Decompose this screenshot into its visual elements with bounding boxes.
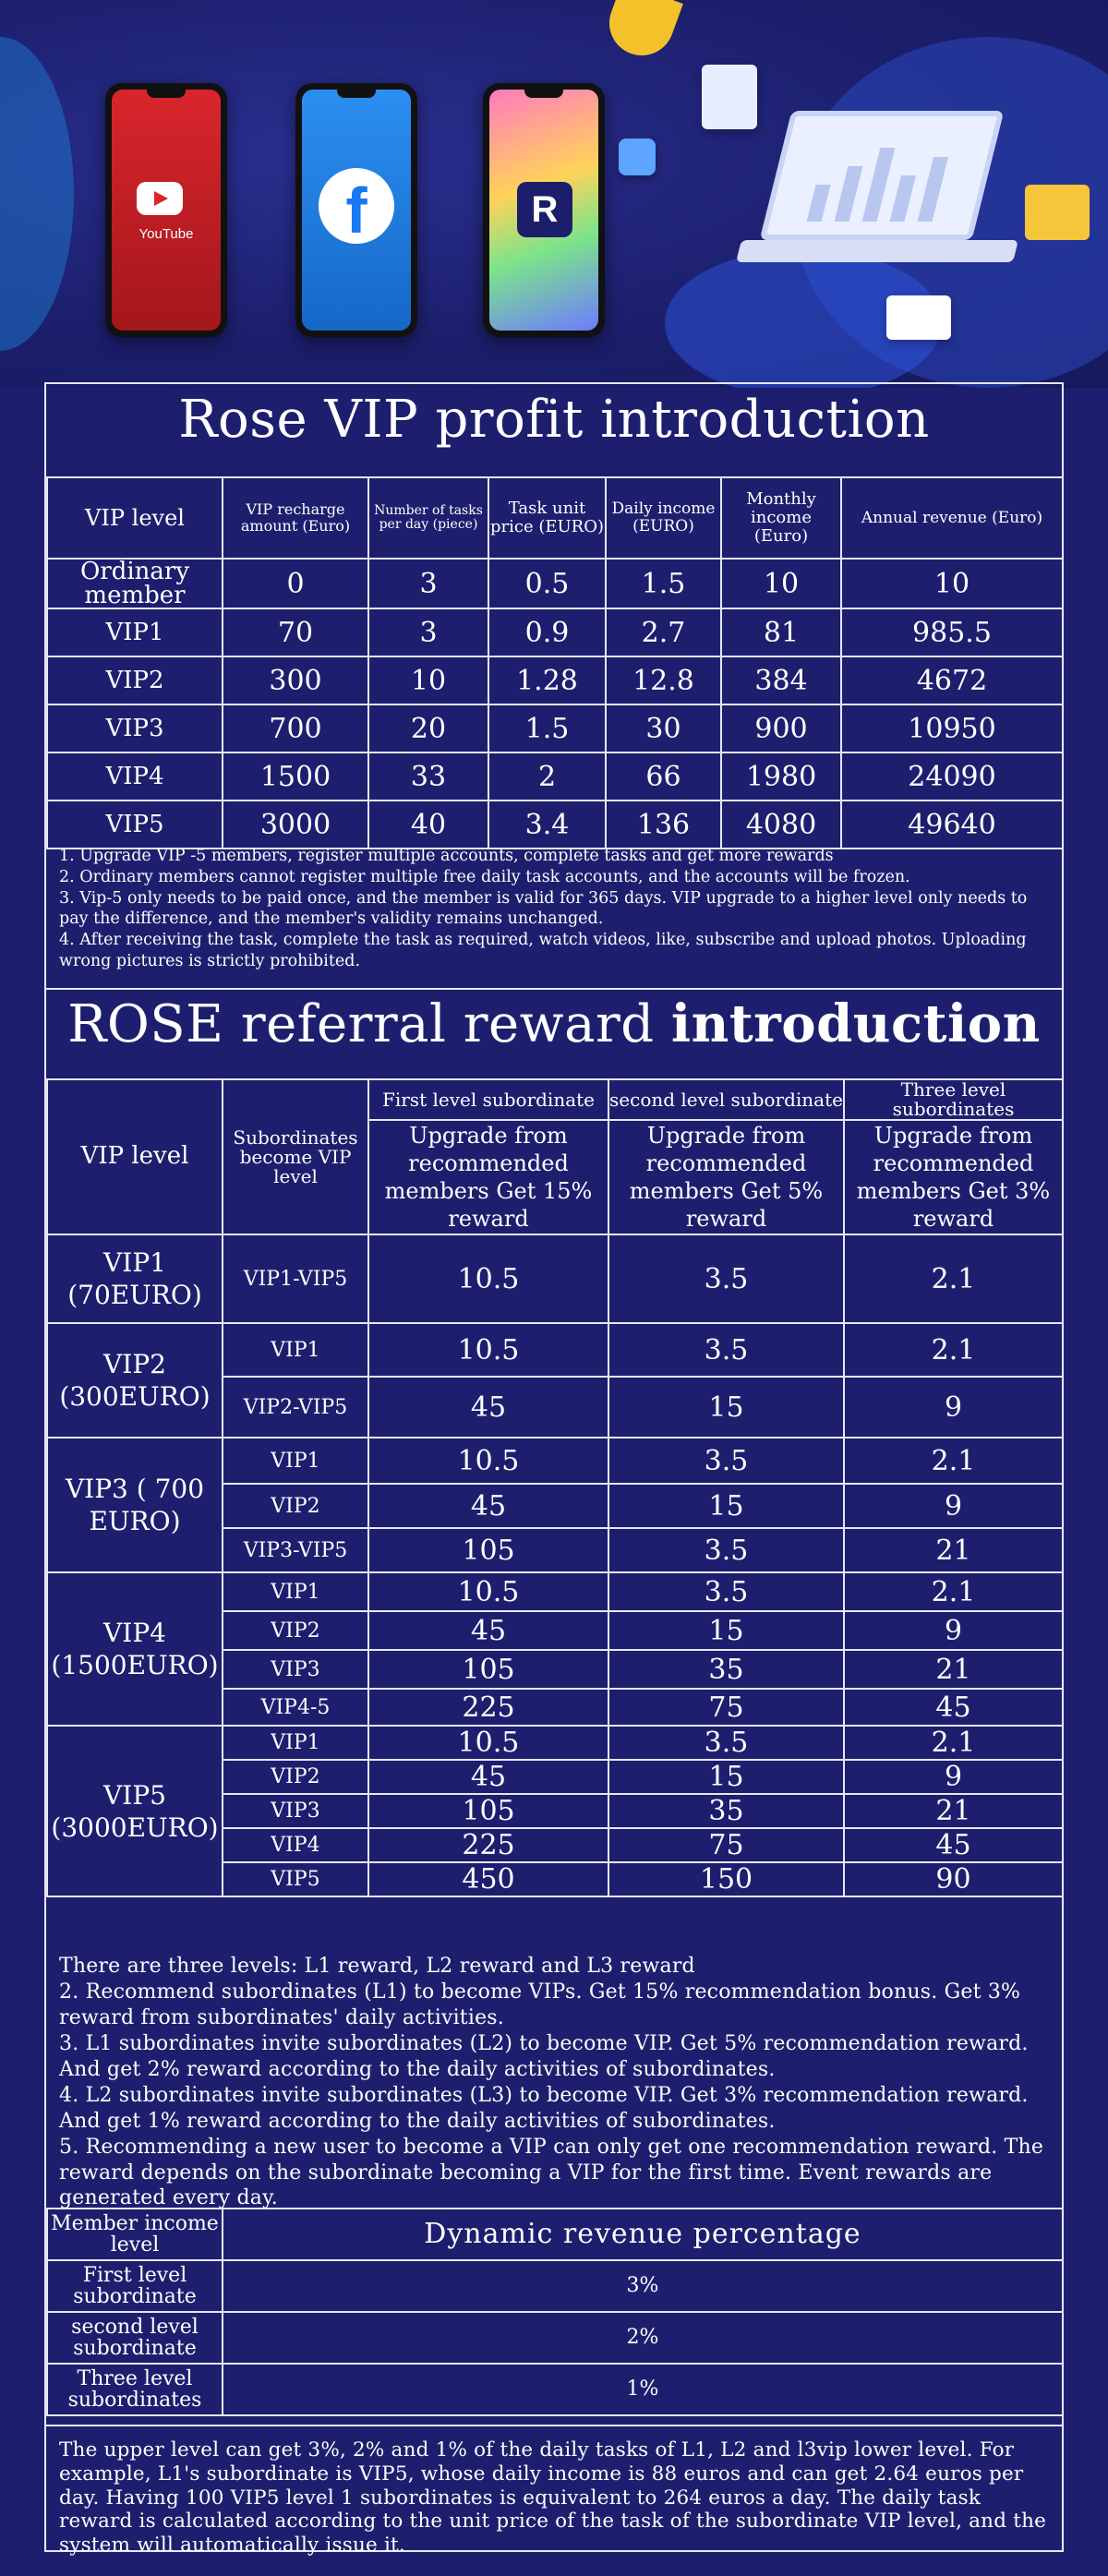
referral-row [47,1323,1063,1377]
referral-l2-reward: 35 [608,1650,844,1689]
referral-subordinate-level: VIP4 [223,1828,368,1862]
referral-subordinate-level: VIP2 [223,1611,368,1650]
col-third-level: Three level subordinates [844,1079,1063,1120]
referral-row [47,1234,1063,1323]
youtube-logo-icon [137,182,183,215]
phone-facebook [295,83,417,337]
profit-cell: 66 [606,752,721,800]
profit-cell: 81 [721,608,841,656]
referral-note: There are three levels: L1 reward, L2 reward and L3 reward [59,1955,695,1978]
profit-cell: 1.28 [488,656,606,704]
profit-row [47,800,1063,849]
referral-subordinate-level: VIP2-VIP5 [223,1377,368,1438]
referral-l2-reward: 15 [608,1377,844,1438]
truck-illustration [1025,185,1090,240]
profit-cell: 3000 [223,800,368,849]
referral-l3-reward: 9 [844,1377,1063,1438]
referral-l2-reward: 150 [608,1862,844,1896]
section-divider [46,988,1062,990]
dynamic-note: The upper level can get 3%, 2% and 1% of the daily tasks of L1, L2 and l3vip lower level. For example, L1's subordinate is VIP5, whose daily income is 88 euros and can get 2.64 euros per day. Having 100 VIP5 level 1 subordinates is equivalent to 264 euros a day. The daily task reward is calculated according to the unit price of the task of the subordinate VIP level, and the system will automatically issue it. [59,2438,1047,2558]
referral-l3-reward: 2.1 [844,1438,1063,1484]
dynamic-percent: 3% [223,2260,1063,2312]
dynamic-level: second level subordinate [47,2312,223,2364]
profit-cell: 2.7 [606,608,721,656]
col-annual: Annual revenue (Euro) [841,477,1063,559]
referral-header-row [47,1079,1063,1120]
camera-icon [619,138,656,175]
col-daily: Daily income (EURO) [606,477,721,559]
profit-title: Rose VIP profit introduction [178,390,930,450]
dynamic-row [47,2260,1063,2312]
referral-subordinate-level: VIP3 [223,1650,368,1689]
referral-l3-reward: 2.1 [844,1726,1063,1760]
dynamic-percent: 2% [223,2312,1063,2364]
profit-row [47,704,1063,752]
referral-l1-reward: 105 [368,1650,608,1689]
referral-l2-reward: 3.5 [608,1726,844,1760]
hero-banner [0,0,1108,388]
youtube-label: YouTube [138,226,194,242]
referral-title-plain: ROSE referral reward [67,994,671,1054]
profit-cell: 4672 [841,656,1063,704]
dynamic-row [47,2312,1063,2364]
referral-l3-reward: 21 [844,1650,1063,1689]
profit-cell: 300 [223,656,368,704]
dynamic-revenue-table [46,2208,1064,2416]
col-vip-level: VIP level [47,477,223,559]
referral-l1-reward: 10.5 [368,1323,608,1377]
referral-l1-reward: 10.5 [368,1234,608,1323]
referral-note: 5. Recommending a new user to become a VIP can only get one recommendation reward. The reward depends on the subordinate becoming a VIP for the first time. Event rewards are generated every day. [59,2135,1044,2210]
referral-l3-reward: 45 [844,1689,1063,1726]
referral-l2-reward: 3.5 [608,1572,844,1611]
referral-vip-level: VIP2 (300EURO) [47,1323,223,1438]
referral-title-bold: introduction [670,993,1041,1054]
referral-l2-reward: 3.5 [608,1528,844,1572]
profit-cell: 1.5 [606,559,721,608]
profit-cell: 0.5 [488,559,606,608]
profit-cell: 985.5 [841,608,1063,656]
decor-blob [0,37,74,351]
referral-l1-reward: 45 [368,1484,608,1528]
laptop-illustration [720,111,1025,286]
profit-cell: 1980 [721,752,841,800]
third-level-desc: Upgrade from recommended members Get 3% reward [844,1120,1063,1234]
referral-note: 4. L2 subordinates invite subordinates (L3) to become VIP. Get 3% recommendation reward. And get 1% reward according to the daily activities of subordinates. [59,2083,1029,2133]
profit-cell: 3 [368,559,488,608]
col-tasks: Number of tasks per day (piece) [368,477,488,559]
col-monthly: Monthly income (Euro) [721,477,841,559]
referral-subordinate-level: VIP2 [223,1760,368,1794]
referral-l3-reward: 9 [844,1611,1063,1650]
referral-vip-level: VIP4 (1500EURO) [47,1572,223,1726]
profit-cell: 20 [368,704,488,752]
referral-l3-reward: 2.1 [844,1572,1063,1611]
profit-row [47,608,1063,656]
referral-l1-reward: 225 [368,1828,608,1862]
profit-note: 4. After receiving the task, complete the task as required, watch videos, like, subscribe and upload photos. Uploading wrong pictures is strictly prohibited. [59,931,1027,970]
referral-l1-reward: 10.5 [368,1438,608,1484]
phone-youtube [105,83,227,337]
referral-l2-reward: 3.5 [608,1234,844,1323]
referral-notes [59,1954,1052,2211]
profit-cell: 49640 [841,800,1063,849]
profit-row [47,559,1063,608]
referral-l2-reward: 75 [608,1828,844,1862]
col-unit-price: Task unit price (EURO) [488,477,606,559]
profit-table [46,476,1064,849]
profit-cell: 1.5 [488,704,606,752]
profit-cell: 2 [488,752,606,800]
profit-cell: 4080 [721,800,841,849]
second-level-desc: Upgrade from recommended members Get 5% reward [608,1120,844,1234]
profit-cell: 0 [223,559,368,608]
referral-l2-reward: 3.5 [608,1323,844,1377]
referral-l3-reward: 9 [844,1484,1063,1528]
referral-l1-reward: 10.5 [368,1572,608,1611]
facebook-logo-icon: f [319,168,394,244]
referral-l3-reward: 90 [844,1862,1063,1896]
decor-shape [600,0,683,65]
referral-subordinate-level: VIP2 [223,1484,368,1528]
referral-l2-reward: 15 [608,1611,844,1650]
referral-l1-reward: 225 [368,1689,608,1726]
referral-subordinate-level: VIP3 [223,1794,368,1828]
referral-l3-reward: 45 [844,1828,1063,1862]
referral-l1-reward: 105 [368,1528,608,1572]
profit-cell: 70 [223,608,368,656]
referral-subordinate-level: VIP3-VIP5 [223,1528,368,1572]
referral-l2-reward: 15 [608,1760,844,1794]
referral-vip-level: VIP5 (3000EURO) [47,1726,223,1896]
content-frame [44,382,1064,2558]
profit-vip-level: VIP4 [47,752,223,800]
profit-cell: 384 [721,656,841,704]
referral-l1-reward: 105 [368,1794,608,1828]
profit-cell: 700 [223,704,368,752]
referral-note: 2. Recommend subordinates (L1) to become VIPs. Get 15% recommendation bonus. Get 3% reward from subordinates' daily activities. [59,1980,1021,2029]
dynamic-level: First level subordinate [47,2260,223,2312]
profit-vip-level: Ordinary member [47,559,223,608]
referral-subordinate-level: VIP5 [223,1862,368,1896]
referral-l1-reward: 45 [368,1611,608,1650]
profit-cell: 10 [841,559,1063,608]
profit-cell: 40 [368,800,488,849]
referral-l2-reward: 15 [608,1484,844,1528]
referral-l2-reward: 35 [608,1794,844,1828]
profit-cell: 1500 [223,752,368,800]
profit-cell: 136 [606,800,721,849]
profit-note: 2. Ordinary members cannot register multiple free daily task accounts, and the accounts will be frozen. [59,867,910,886]
referral-subordinate-level: VIP4-5 [223,1689,368,1726]
profit-row [47,752,1063,800]
referral-l3-reward: 9 [844,1760,1063,1794]
member-income-level-header: Member income level [47,2209,223,2260]
profit-cell: 24090 [841,752,1063,800]
referral-l3-reward: 2.1 [844,1323,1063,1377]
referral-subordinate-level: VIP1 [223,1438,368,1484]
first-level-desc: Upgrade from recommended members Get 15% reward [368,1120,608,1234]
referral-row [47,1438,1063,1484]
referral-title [46,993,1062,1054]
referral-subordinate-level: VIP1 [223,1572,368,1611]
profit-vip-level: VIP3 [47,704,223,752]
profit-cell: 0.9 [488,608,606,656]
referral-l2-reward: 75 [608,1689,844,1726]
col-recharge: VIP recharge amount (Euro) [223,477,368,559]
dynamic-header-row [47,2209,1063,2260]
referral-subordinate-level: VIP1-VIP5 [223,1234,368,1323]
referral-vip-level: VIP1 (70EURO) [47,1234,223,1323]
referral-l3-reward: 21 [844,1794,1063,1828]
phone-rose [483,83,605,337]
chart-card-illustration [886,295,951,340]
profit-cell: 3.4 [488,800,606,849]
referral-l1-reward: 450 [368,1862,608,1896]
dynamic-level: Three level subordinates [47,2364,223,2415]
profit-cell: 12.8 [606,656,721,704]
referral-l3-reward: 21 [844,1528,1063,1572]
referral-l3-reward: 2.1 [844,1234,1063,1323]
profit-cell: 33 [368,752,488,800]
profit-vip-level: VIP5 [47,800,223,849]
profit-header-row [47,477,1063,559]
dynamic-percentage-header: Dynamic revenue percentage [223,2209,1063,2260]
referral-row [47,1572,1063,1611]
profit-cell: 10 [368,656,488,704]
referral-l2-reward: 3.5 [608,1438,844,1484]
referral-note: 3. L1 subordinates invite subordinates (L2) to become VIP. Get 5% recommendation reward. And get 2% reward according to the daily activities of subordinates. [59,2031,1029,2081]
referral-l1-reward: 10.5 [368,1726,608,1760]
col-second-level: second level subordinate [608,1079,844,1120]
referral-vip-level: VIP3 ( 700 EURO) [47,1438,223,1572]
profit-cell: 30 [606,704,721,752]
referral-row [47,1726,1063,1760]
profit-row [47,656,1063,704]
profit-note: 1. Upgrade VIP -5 members, register multiple accounts, complete tasks and get more rewards [59,847,834,865]
dynamic-row [47,2364,1063,2415]
referral-table [46,1078,1064,1897]
referral-subordinate-level: VIP1 [223,1323,368,1377]
section-divider [46,2425,1062,2426]
col-first-level: First level subordinate [368,1079,608,1120]
col-subordinates: Subordinates become VIP level [223,1079,368,1234]
profit-notes [59,846,1052,972]
referral-l1-reward: 45 [368,1377,608,1438]
profit-cell: 900 [721,704,841,752]
referral-subordinate-level: VIP1 [223,1726,368,1760]
dynamic-percent: 1% [223,2364,1063,2415]
profit-cell: 3 [368,608,488,656]
profit-note: 3. Vip-5 only needs to be paid once, and the member is valid for 365 days. VIP upgrade to a higher level only needs to pay the difference, and the member's validity remains unchanged. [59,888,1028,929]
rose-logo-icon: R [517,182,572,237]
referral-l1-reward: 45 [368,1760,608,1794]
profit-cell: 10 [721,559,841,608]
profit-cell: 10950 [841,704,1063,752]
profit-vip-level: VIP1 [47,608,223,656]
col-vip-level: VIP level [47,1079,223,1234]
profit-vip-level: VIP2 [47,656,223,704]
